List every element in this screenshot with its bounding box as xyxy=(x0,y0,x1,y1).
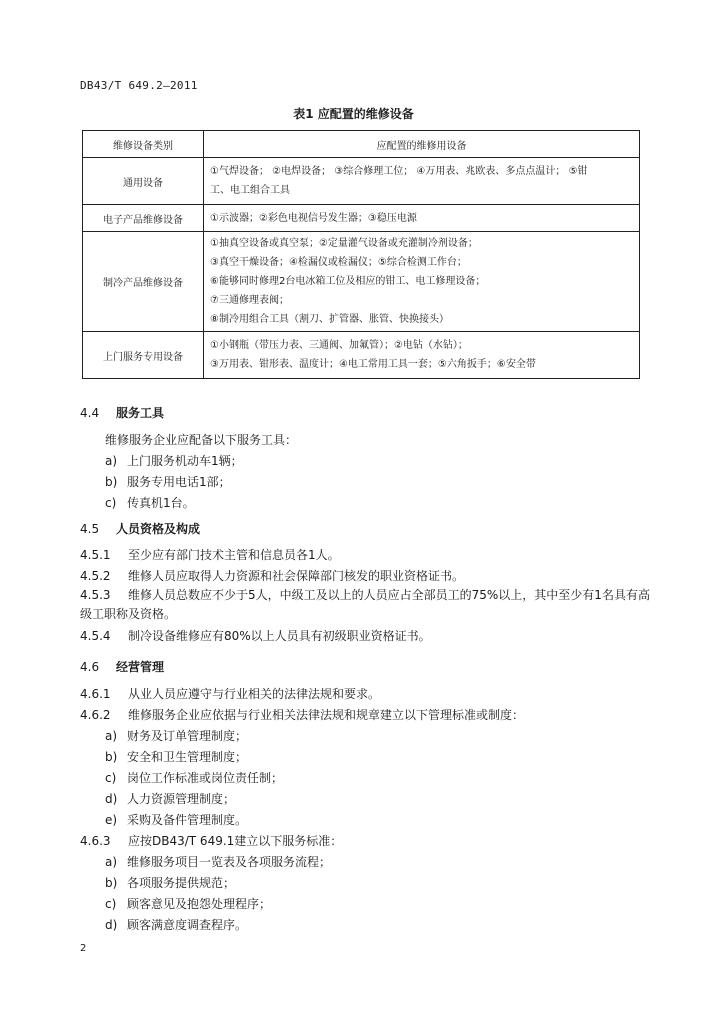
row-equipment xyxy=(204,205,640,232)
row-category: 通用设备 xyxy=(83,158,204,205)
list-item xyxy=(105,727,247,744)
row-equipment xyxy=(204,158,640,205)
table-row xyxy=(83,232,640,332)
column-header-category: 维修设备类别 xyxy=(83,131,204,158)
list-marker: c) xyxy=(105,897,117,911)
table-row xyxy=(83,332,640,379)
row-category: 上门服务专用设备 xyxy=(83,332,204,379)
clause-text: 制冷设备维修应有80%以上人员具有初级职业资格证书。 xyxy=(128,629,431,643)
clause-4-5-3 xyxy=(80,586,655,624)
list-item xyxy=(105,895,271,912)
clause-4-5-2 xyxy=(80,567,464,584)
row-equipment xyxy=(204,232,640,332)
equipment-line: ③真空干燥设备；④检漏仪或检漏仪；⑤综合检测工作台； xyxy=(210,257,467,268)
list-item xyxy=(105,494,195,511)
list-marker: c) xyxy=(105,771,117,785)
list-text: 服务专用电话1部； xyxy=(127,475,231,489)
equipment-line: ①示波器；②彩色电视信号发生器；③稳压电源 xyxy=(210,212,417,224)
list-item xyxy=(105,790,235,807)
list-marker: a) xyxy=(105,729,118,743)
table-header-row xyxy=(83,131,640,158)
clause-text: 从业人员应遵守与行业相关的法律法规和要求。 xyxy=(128,687,381,701)
equipment-line: ⑥能够同时修理2台电冰箱工位及相应的钳工、电工修理设备； xyxy=(210,276,486,287)
clause-number: 4.5.3 xyxy=(80,588,111,602)
list-marker: b) xyxy=(105,876,118,890)
list-marker: a) xyxy=(105,454,118,468)
section-intro: 维修服务企业应配备以下服务工具： xyxy=(105,433,298,447)
section-heading-4-4 xyxy=(80,404,164,421)
list-text: 岗位工作标准或岗位责任制； xyxy=(127,771,284,785)
list-text: 顾客满意度调查程序。 xyxy=(127,918,248,932)
list-text: 维修服务项目一览表及各项服务流程； xyxy=(127,855,332,869)
list-text: 财务及订单管理制度； xyxy=(127,729,248,743)
list-text: 传真机1台。 xyxy=(127,496,195,510)
clause-4-6-2 xyxy=(80,706,524,723)
clause-4-5-4 xyxy=(80,627,431,644)
clause-number: 4.5.2 xyxy=(80,569,111,583)
list-text: 安全和卫生管理制度； xyxy=(127,750,248,764)
clause-text: 维修人员总数应不少于5人，中级工及以上的人员应占全部员工的75%以上，其中至少有1名具有高级工职称及资格。 xyxy=(80,588,650,621)
list-marker: d) xyxy=(105,918,118,932)
section-number: 4.6 xyxy=(80,660,100,674)
table-row xyxy=(83,158,640,205)
list-marker: e) xyxy=(105,813,118,827)
page-number: 2 xyxy=(80,943,87,954)
list-marker: a) xyxy=(105,855,118,869)
equipment-line: ⑦三通修理表阀； xyxy=(210,295,289,306)
column-header-equipment: 应配置的维修用设备 xyxy=(204,131,640,158)
row-category: 制冷产品维修设备 xyxy=(83,232,204,332)
section-heading-4-5 xyxy=(80,520,200,537)
section-title: 服务工具 xyxy=(116,406,165,420)
table-caption: 表1 应配置的维修设备 xyxy=(293,107,414,121)
clause-text: 维修人员应取得人力资源和社会保障部门核发的职业资格证书。 xyxy=(128,569,465,583)
section-title: 人员资格及构成 xyxy=(116,522,201,536)
clause-4-6-1 xyxy=(80,685,380,702)
list-text: 各项服务提供规范； xyxy=(127,876,236,890)
list-marker: b) xyxy=(105,750,118,764)
document-id: DB43/T 649.2—2011 xyxy=(80,79,198,92)
section-number: 4.4 xyxy=(80,406,100,420)
equipment-line: ③万用表、钳形表、温度计；④电工常用工具一套；⑤六角扳手；⑥安全带 xyxy=(210,359,536,370)
list-item xyxy=(105,769,283,786)
clause-4-6-3 xyxy=(80,832,342,849)
clause-text: 至少应有部门技术主管和信息员各1人。 xyxy=(128,548,340,562)
list-item xyxy=(105,473,231,490)
list-marker: b) xyxy=(105,475,118,489)
list-item xyxy=(105,853,331,870)
equipment-table xyxy=(82,130,640,379)
list-text: 顾客意见及抱怨处理程序； xyxy=(127,897,272,911)
list-item xyxy=(105,811,247,828)
list-marker: d) xyxy=(105,792,118,806)
equipment-line: ⑧制冷用组合工具（割刀、扩管器、胀管、快换接头） xyxy=(210,314,449,325)
section-heading-4-6 xyxy=(80,658,164,675)
clause-number: 4.6.1 xyxy=(80,687,111,701)
equipment-line: 工、电工组合工具 xyxy=(210,185,290,196)
clause-text: 维修服务企业应依据与行业相关法律法规和规章建立以下管理标准或制度： xyxy=(128,708,525,722)
list-item xyxy=(105,748,247,765)
row-category: 电子产品维修设备 xyxy=(83,205,204,232)
clause-number: 4.5.1 xyxy=(80,548,111,562)
equipment-line: ①气焊设备； ②电焊设备； ③综合修理工位； ④万用表、兆欧表、多点点温计； ⑤钳 xyxy=(210,166,588,177)
clause-number: 4.6.3 xyxy=(80,834,111,848)
list-text: 人力资源管理制度； xyxy=(127,792,236,806)
list-item xyxy=(105,452,243,469)
clause-text: 应按DB43/T 649.1建立以下服务标准： xyxy=(128,834,343,848)
list-marker: c) xyxy=(105,496,117,510)
list-text: 采购及备件管理制度。 xyxy=(127,813,248,827)
list-text: 上门服务机动车1辆； xyxy=(127,454,243,468)
table-row xyxy=(83,205,640,232)
list-item xyxy=(105,874,235,891)
equipment-line: ①抽真空设备或真空泵；②定量灌气设备或充灌制冷剂设备； xyxy=(210,238,478,249)
section-title: 经营管理 xyxy=(116,660,165,674)
list-item xyxy=(105,916,247,933)
equipment-line: ①小钢瓶（带压力表、三通阀、加氟管）；②电钻（水钻）； xyxy=(210,340,468,351)
section-number: 4.5 xyxy=(80,522,100,536)
clause-number: 4.6.2 xyxy=(80,708,111,722)
clause-4-5-1 xyxy=(80,546,340,563)
clause-number: 4.5.4 xyxy=(80,629,111,643)
row-equipment xyxy=(204,332,640,379)
